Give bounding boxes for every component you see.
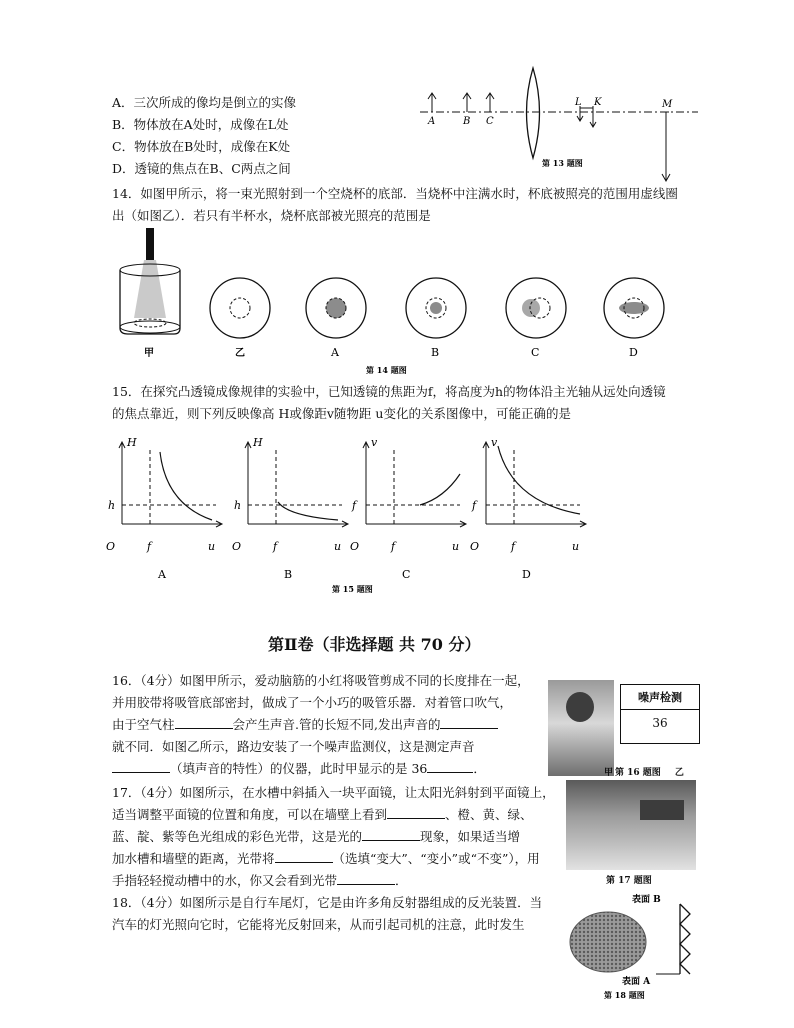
q15-caption: 第 15 题图 bbox=[332, 584, 373, 594]
svg-text:f: f bbox=[472, 499, 477, 512]
q14-label-jia: 甲 bbox=[144, 348, 154, 359]
q13-point-c: C bbox=[486, 116, 494, 127]
q17-blank-3[interactable] bbox=[275, 850, 333, 863]
svg-text:H: H bbox=[127, 436, 137, 449]
q16-blank-2[interactable] bbox=[440, 716, 498, 729]
q15-graph-c bbox=[350, 436, 466, 581]
svg-text:D: D bbox=[522, 568, 531, 581]
q17-blank-4[interactable] bbox=[337, 872, 395, 885]
q16-photo-head bbox=[566, 692, 594, 722]
q16-blank-4[interactable] bbox=[427, 760, 473, 773]
q14-caption: 第 14 题图 bbox=[366, 365, 407, 375]
q18-surface-a: 表面 A bbox=[622, 977, 651, 987]
q16-noise-value: 36 bbox=[652, 716, 668, 730]
svg-text:A: A bbox=[158, 568, 166, 581]
section-title: 第Ⅱ卷（非选择题 共 70 分） bbox=[268, 635, 481, 654]
svg-text:f: f bbox=[147, 540, 152, 553]
q18-line-2: 汽车的灯光照向它时，它能将光反射回来，从而引起司机的注意，此时发生 bbox=[112, 917, 525, 932]
q16-line-5: （填声音的特性）的仪器，此时甲显示的是 36 ． bbox=[112, 760, 486, 778]
q14-figure bbox=[108, 228, 668, 378]
svg-text:f: f bbox=[352, 499, 357, 512]
q16-line-2: 并用胶带将吸管底部密封，做成了一个小巧的吸管乐器．对着管口吹气， bbox=[112, 695, 513, 710]
q13-option-d: D．透镜的焦点在B、C两点之间 bbox=[112, 161, 291, 176]
svg-text:h: h bbox=[234, 499, 242, 512]
q13-point-m: M bbox=[662, 99, 673, 110]
svg-text:O: O bbox=[106, 540, 116, 553]
q13-lens-figure bbox=[420, 62, 710, 182]
q17-line-5: 手指轻轻搅动槽中的水，你又会看到光带 ． bbox=[112, 873, 408, 888]
svg-text:O: O bbox=[232, 540, 242, 553]
q13-option-b: B．物体放在A处时，成像在L处 bbox=[112, 117, 289, 132]
q17-photo-window bbox=[640, 800, 684, 820]
q13-point-l: L bbox=[575, 97, 582, 108]
q14-label-yi: 乙 bbox=[235, 348, 245, 359]
q16-line-1: 16．（4分）如图甲所示，爱动脑筋的小红将吸管剪成不同的长度排在一起， bbox=[112, 673, 530, 688]
q16-blank-1[interactable] bbox=[175, 716, 233, 729]
q16-line-4: 就不同．如图乙所示，路边安装了一个噪声监测仪，这是测定声音 bbox=[112, 739, 475, 754]
q17-line-1: 17．（4分）如图所示，在水槽中斜插入一块平面镜，让太阳光斜射到平面镜上， bbox=[112, 785, 555, 800]
q15-line-1: 15．在探究凸透镜成像规律的实验中，已知透镜的焦距为f，将高度为h的物体沿主光轴从远处向透镜 bbox=[112, 384, 666, 399]
svg-text:u: u bbox=[452, 540, 460, 553]
q18-line-1: 18．（4分）如图所示是自行车尾灯，它是由许多角反射器组成的反光装置．当 bbox=[112, 895, 543, 910]
q18-figure bbox=[566, 890, 702, 1002]
q17-caption: 第 17 题图 bbox=[606, 876, 652, 886]
q17-line-4: 加水槽和墙壁的距离，光带将 （选填“变大”、“变小”或“不变”），用 bbox=[112, 851, 540, 866]
q15-graph-d bbox=[470, 436, 586, 581]
q17-photo-tank bbox=[566, 780, 696, 870]
svg-text:u: u bbox=[572, 540, 580, 553]
svg-text:f: f bbox=[391, 540, 396, 553]
svg-text:v: v bbox=[371, 436, 378, 449]
svg-text:C: C bbox=[402, 568, 411, 581]
q18-surface-b: 表面 B bbox=[632, 895, 661, 905]
q16-caption: 甲 第 16 题图 乙 bbox=[604, 768, 684, 778]
svg-text:O: O bbox=[350, 540, 360, 553]
q16-blank-3[interactable] bbox=[112, 760, 170, 773]
svg-text:f: f bbox=[511, 540, 516, 553]
svg-text:u: u bbox=[208, 540, 216, 553]
q17-blank-2[interactable] bbox=[362, 828, 420, 841]
q14-line-2: 出（如图乙）．若只有半杯水，烧杯底部被光照亮的范围是 bbox=[112, 208, 431, 223]
q17-line-3: 蓝、靛、紫等色光组成的彩色光带，这是光的 现象，如果适当增 bbox=[112, 829, 521, 844]
svg-text:v: v bbox=[491, 436, 498, 449]
svg-text:B: B bbox=[284, 568, 293, 581]
q13-point-k: K bbox=[594, 97, 602, 108]
q13-option-a: A．三次所成的像均是倒立的实像 bbox=[112, 95, 297, 110]
q16-noise-monitor bbox=[620, 684, 700, 744]
q15-graph-a bbox=[106, 436, 222, 581]
q18-caption: 第 18 题图 bbox=[604, 990, 645, 1000]
q13-point-b: B bbox=[463, 116, 471, 127]
q14-label-d: D bbox=[629, 346, 638, 359]
svg-text:O: O bbox=[470, 540, 480, 553]
q14-label-b: B bbox=[431, 346, 440, 359]
q16-line-3: 由于空气柱 会产生声音.管的长短不同,发出声音的 bbox=[112, 716, 498, 734]
q15-graph-b bbox=[232, 436, 348, 581]
q14-label-a: A bbox=[331, 346, 339, 359]
q13-option-c: C．物体放在B处时，成像在K处 bbox=[112, 139, 291, 154]
q17-blank-1[interactable] bbox=[387, 806, 445, 819]
q13-caption: 第 13 题图 bbox=[542, 158, 583, 168]
svg-text:H: H bbox=[253, 436, 263, 449]
q13-point-a: A bbox=[428, 116, 436, 127]
q16-noise-title: 噪声检测 bbox=[621, 685, 699, 710]
q15-graphs bbox=[104, 432, 594, 597]
q14-line-1: 14．如图甲所示，将一束光照射到一个空烧杯的底部．当烧杯中注满水时，杯底被照亮的范围用虚线圈 bbox=[112, 186, 678, 201]
q15-line-2: 的焦点靠近，则下列反映像高 H或像距v随物距 u变化的关系图像中，可能正确的是 bbox=[112, 406, 571, 421]
svg-text:h: h bbox=[108, 499, 116, 512]
svg-text:u: u bbox=[334, 540, 342, 553]
q17-line-2: 适当调整平面镜的位置和角度，可以在墙壁上看到 、橙、黄、绿、 bbox=[112, 807, 533, 822]
q14-label-c: C bbox=[531, 346, 540, 359]
svg-text:f: f bbox=[273, 540, 278, 553]
